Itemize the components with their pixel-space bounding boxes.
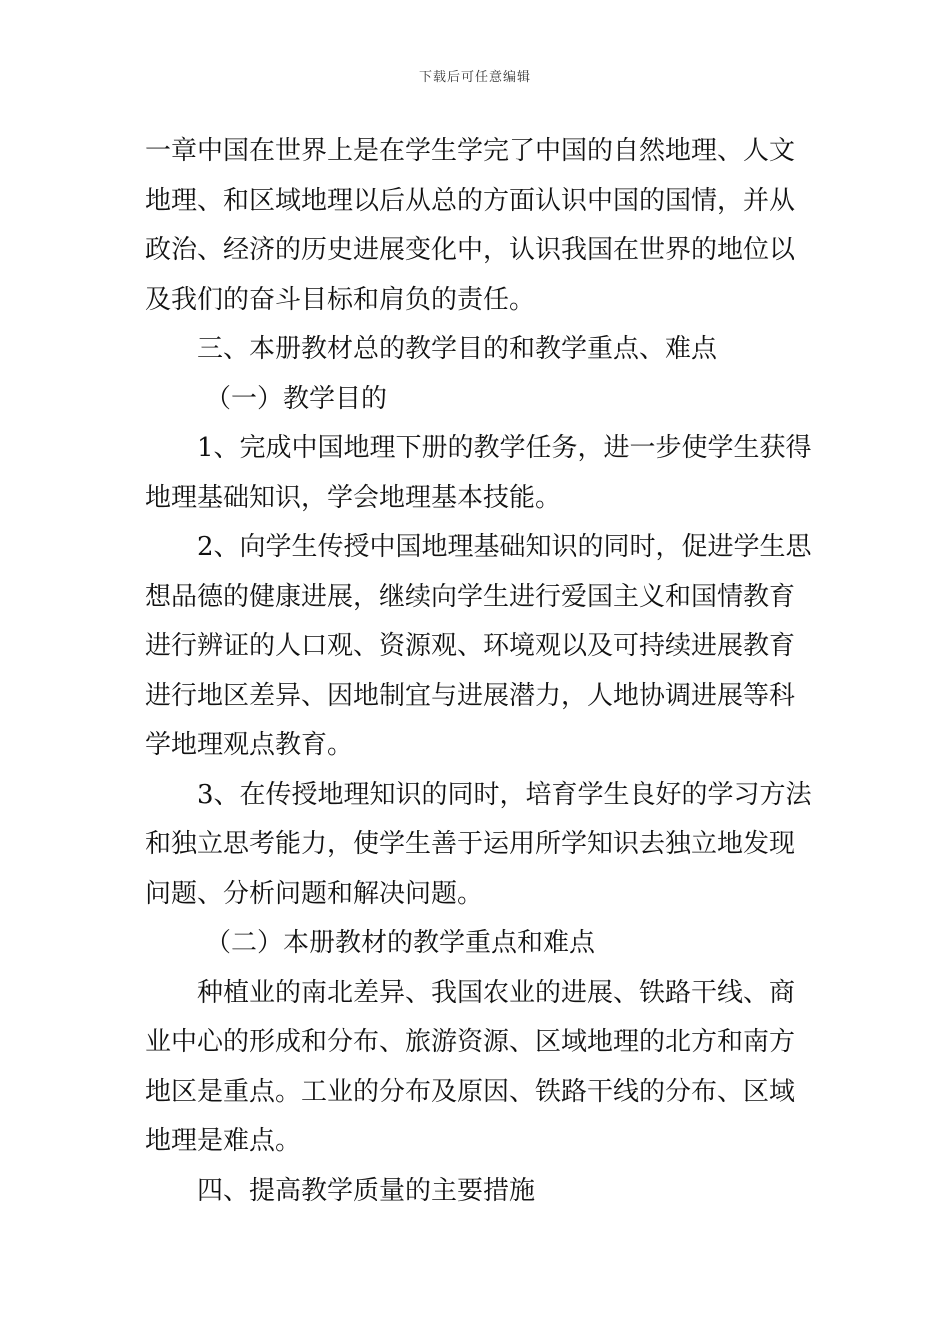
text-line: 种植业的南北差异、我国农业的进展、铁路干线、商 — [197, 977, 796, 1008]
text-line: 3、在传授地理知识的同时，培育学生良好的学习方法 — [197, 779, 812, 810]
text-line: 问题、分析问题和解决问题。 — [145, 878, 484, 909]
text-line: 业中心的形成和分布、旅游资源、区域地理的北方和南方 — [145, 1027, 796, 1057]
section-heading: 四、提高教学质量的主要措施 — [197, 1175, 536, 1206]
text-line: 地理、和区域地理以后从总的方面认识中国的国情，并从 — [145, 185, 796, 216]
text-line: 和独立思考能力，使学生善于运用所学知识去独立地发现 — [145, 829, 796, 859]
subsection-heading: （二）本册教材的教学重点和难点 — [205, 928, 596, 958]
text-line: 进行地区差异、因地制宜与进展潜力，人地协调进展等科 — [145, 680, 796, 711]
text-line: 进行辨证的人口观、资源观、环境观以及可持续进展教育 — [145, 631, 796, 661]
section-heading: 三、本册教材总的教学目的和教学重点、难点 — [197, 334, 718, 364]
document-body — [145, 127, 813, 1216]
page-header: 下载后可任意编辑 — [418, 70, 531, 85]
text-line: 政治、经济的历史进展变化中，认识我国在世界的地位以 — [145, 235, 796, 265]
text-line: 学地理观点教育。 — [145, 730, 354, 760]
text-line: 地理是难点。 — [145, 1126, 302, 1156]
text-line: 2、向学生传授中国地理基础知识的同时，促进学生思 — [197, 532, 812, 562]
text-line: 地理基础知识，学会地理基本技能。 — [145, 482, 562, 513]
text-line: 一章中国在世界上是在学生学完了中国的自然地理、人文 — [145, 136, 796, 166]
text-line: 1、完成中国地理下册的教学任务，进一步使学生获得 — [197, 433, 812, 463]
text-line: 地区是重点。工业的分布及原因、铁路干线的分布、区域 — [145, 1076, 796, 1107]
text-line: 及我们的奋斗目标和肩负的责任。 — [145, 284, 536, 315]
text-line: 想品德的健康进展，继续向学生进行爱国主义和国情教育 — [145, 581, 796, 612]
subsection-heading: （一）教学目的 — [205, 383, 388, 414]
